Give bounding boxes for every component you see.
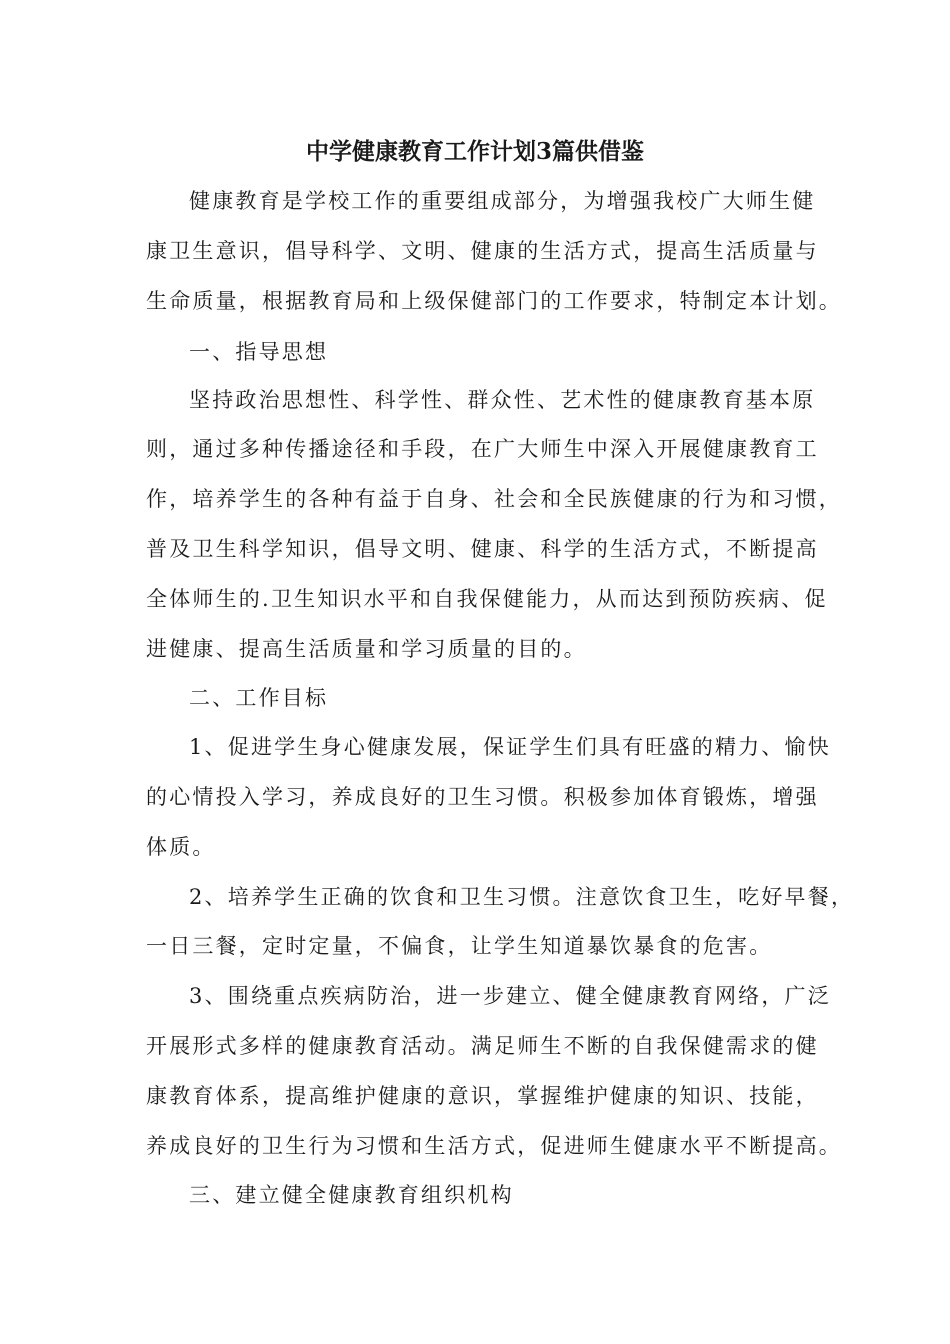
paragraph-line: 开展形式多样的健康教育活动。满足师生不断的自我保健需求的健 xyxy=(146,1034,819,1058)
paragraph-line: 一日三餐，定时定量，不偏食，让学生知道暴饮暴食的危害。 xyxy=(146,934,773,958)
paragraph-line: 普及卫生科学知识，倡导文明、健康、科学的生活方式，不断提高 xyxy=(146,537,819,561)
section-heading: 三、建立健全健康教育组织机构 xyxy=(189,1183,514,1207)
paragraph-line: 2、培养学生正确的饮食和卫生习惯。注意饮食卫生，吃好早餐， xyxy=(189,885,855,909)
paragraph-line: 作，培养学生的各种有益于自身、社会和全民族健康的行为和习惯， xyxy=(146,487,842,511)
paragraph-line: 养成良好的卫生行为习惯和生活方式，促进师生健康水平不断提高。 xyxy=(146,1134,842,1158)
paragraph-line: 康卫生意识，倡导科学、文明、健康的生活方式，提高生活质量与 xyxy=(146,239,819,263)
paragraph-line: 生命质量，根据教育局和上级保健部门的工作要求，特制定本计划。 xyxy=(146,289,842,313)
paragraph-line: 康教育体系，提高维护健康的意识，掌握维护健康的知识、技能， xyxy=(146,1084,819,1108)
paragraph-line: 则，通过多种传播途径和手段，在广大师生中深入开展健康教育工 xyxy=(146,437,819,461)
paragraph-line: 坚持政治思想性、科学性、群众性、艺术性的健康教育基本原 xyxy=(189,388,816,412)
paragraph-line: 健康教育是学校工作的重要组成部分，为增强我校广大师生健 xyxy=(189,189,816,213)
paragraph-line: 1、促进学生身心健康发展，保证学生们具有旺盛的精力、愉快 xyxy=(189,735,831,759)
section-heading: 一、指导思想 xyxy=(189,340,329,364)
paragraph-line: 全体师生的.卫生知识水平和自我保健能力，从而达到预防疾病、促 xyxy=(146,587,828,611)
paragraph-line: 3、围绕重点疾病防治，进一步建立、健全健康教育网络，广泛 xyxy=(189,984,831,1008)
paragraph-line: 进健康、提高生活质量和学习质量的目的。 xyxy=(146,637,587,661)
paragraph-line: 的心情投入学习，养成良好的卫生习惯。积极参加体育锻炼，增强 xyxy=(146,785,819,809)
paragraph-line: 体质。 xyxy=(146,835,216,859)
document-title: 中学健康教育工作计划3篇供借鉴 xyxy=(305,138,644,165)
section-heading: 二、工作目标 xyxy=(189,686,329,710)
